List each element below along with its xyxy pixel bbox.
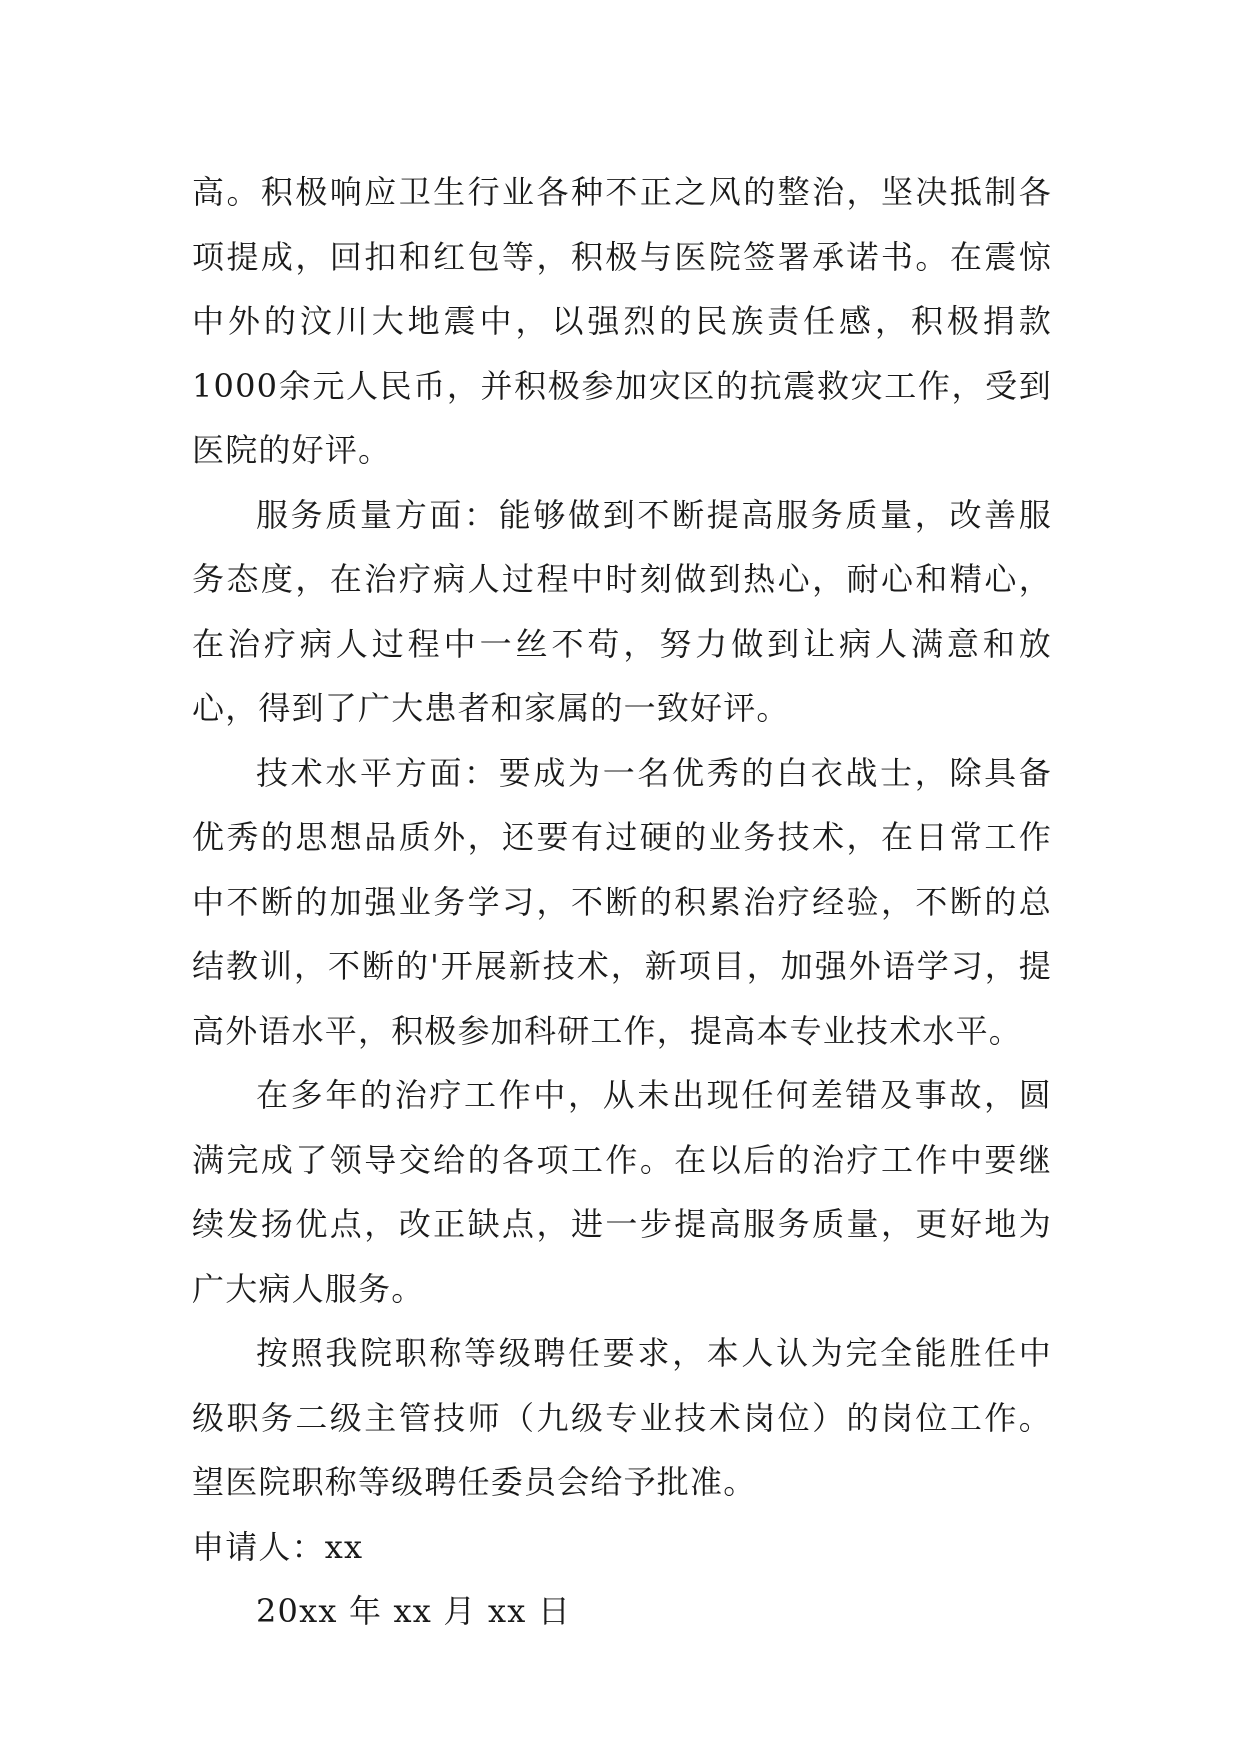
document-date: 20xx 年 xx 月 xx 日 (256, 1592, 572, 1630)
applicant-signature: 申请人：xx (192, 1527, 364, 1566)
paragraph-service-quality: 服务质量方面：能够做到不断提高服务质量，改善服务态度，在治疗病人过程中时刻做到热心，耐心和精心，在治疗病人过程中一丝不苟，努力做到让病人满意和放心，得到了广大患者和家属的一致好评。 (192, 495, 1052, 727)
paragraph-technical-level: 技术水平方面：要成为一名优秀的白衣战士，除具备优秀的思想品质外，还要有过硬的业务技术，在日常工作中不断的加强业务学习，不断的积累治疗经验，不断的总结教训，不断的'开展新技术，新项目，加强外语学习，提高外语水平，积极参加科研工作，提高本专业技术水平。 (192, 753, 1052, 1050)
paragraph-integrity: 高。积极响应卫生行业各种不正之风的整治，坚决抵制各项提成，回扣和红包等，积极与医院签署承诺书。在震惊中外的汶川大地震中，以强烈的民族责任感，积极捐款1000余元人民币，并积极参加灾区的抗震救灾工作，受到医院的好评。 (192, 173, 1052, 469)
document-body (192, 160, 1052, 1644)
paragraph-work-record: 在多年的治疗工作中，从未出现任何差错及事故，圆满完成了领导交给的各项工作。在以后的治疗工作中要继续发扬优点，改正缺点，进一步提高服务质量，更好地为广大病人服务。 (192, 1076, 1052, 1308)
paragraph-application-request: 按照我院职称等级聘任要求，本人认为完全能胜任中级职务二级主管技师（九级专业技术岗位）的岗位工作。望医院职称等级聘任委员会给予批准。 (192, 1334, 1052, 1501)
